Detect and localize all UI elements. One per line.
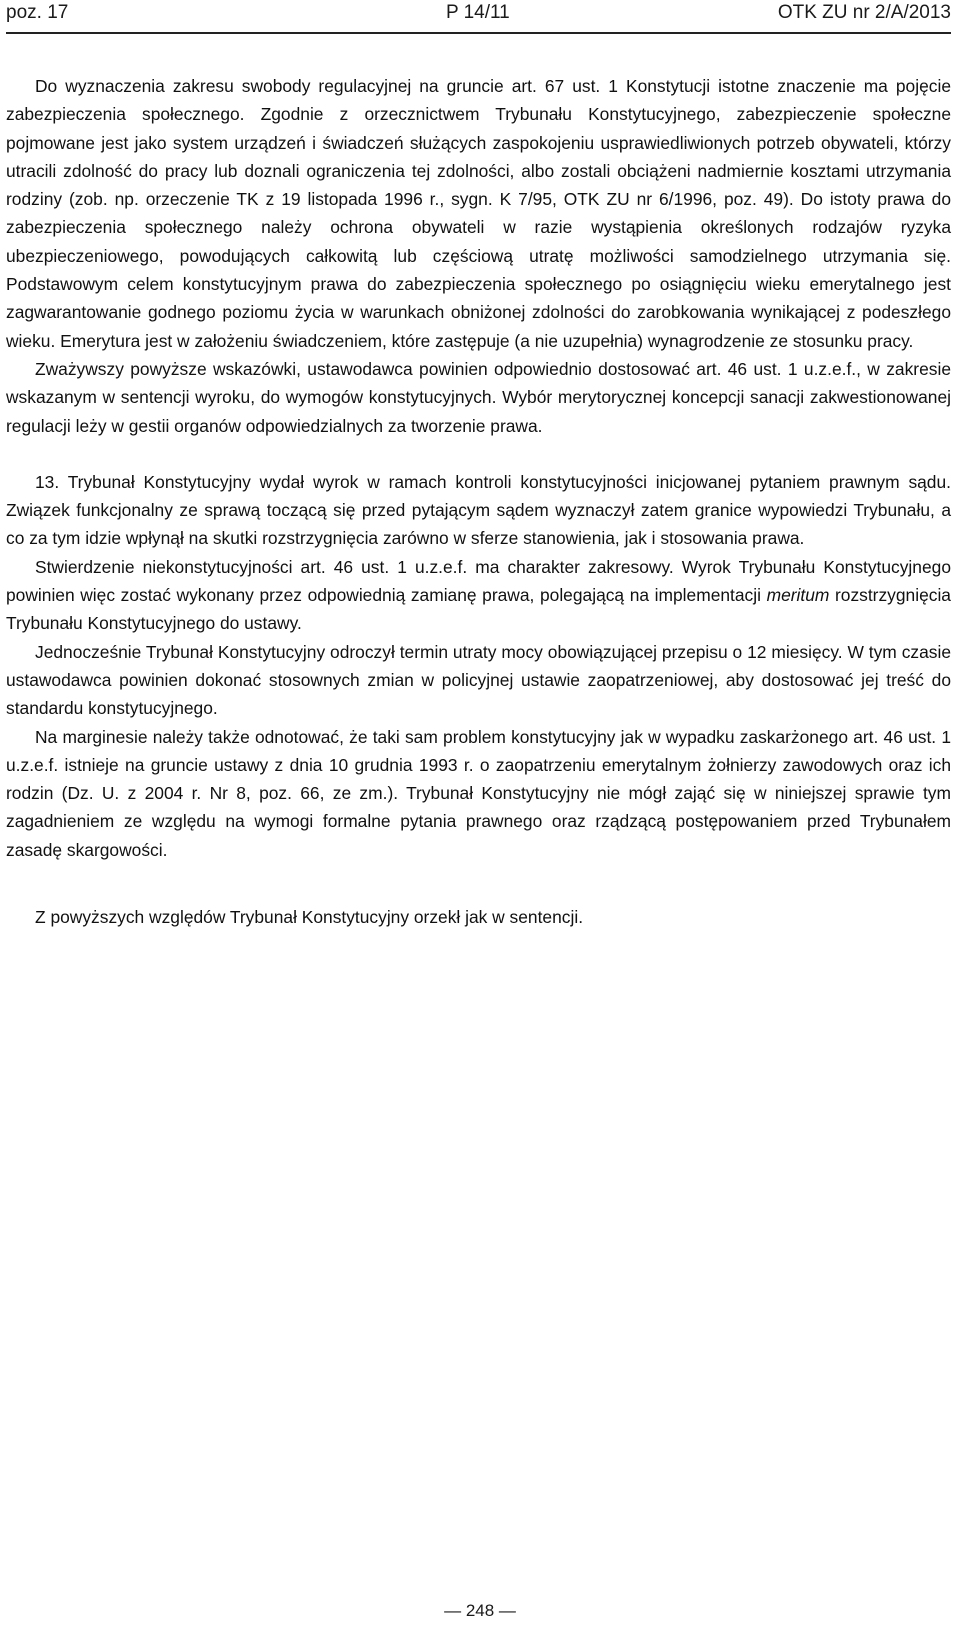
paragraph: Zważywszy powyższe wskazówki, ustawodawca powinien odpowiednio dostosować art. 46 ust. 1 u.z.e.f., w zakresie wskazanym w sentencji wyroku, do wymogów konstytucyjnych. Wybór merytorycznej koncepcji sanacji zakwestionowanej regulacji leży w gestii organów odpowiedzialnych za tworzenie prawa. (6, 358, 951, 436)
closing-paragraph: Z powyższych względów Trybunał Konstytucyjny orzekł jak w sentencji. (35, 907, 584, 928)
header-case-signature: P 14/11 (446, 2, 510, 23)
paragraph: Jednocześnie Trybunał Konstytucyjny odroczył termin utraty mocy obowiązującej przepisu o 12 miesięcy. W tym czasie ustawodawca powinien dokonać stosownych zmian w policyjnej ustawie zaopatrzeniowej, aby dostosować jej treść do standardu konstytucyjnego. (6, 641, 951, 719)
paragraph-text: rozstrzygnięcia Trybunału Konstytucyjnego do ustawy. (6, 585, 951, 634)
page-header (6, 0, 951, 34)
paragraph: Do wyznaczenia zakresu swobody regulacyjnej na gruncie art. 67 ust. 1 Konstytucji istotne znaczenie ma pojęcie zabezpieczenia społecznego. Zgodnie z orzecznictwem Trybunału Konstytucyjnego, zabezpieczenie społeczne pojmowane jest jako system urządzeń i świadczeń służących zaspokojeniu usprawiedliwionych potrzeb obywateli, którzy utracili zdolność do pracy lub doznali ograniczenia tej zdolności, albo zostali obciążeni nadmiernie kosztami utrzymania rodziny (zob. np. orzeczenie TK z 19 listopada 1996 r., sygn. K 7/95, OTK ZU nr 6/1996, poz. 49). Do istoty prawa do zabezpieczenia społecznego należy ochrona obywateli w razie wystąpienia określonych rodzajów ryzyka ubezpieczeniowego, powodujących całkowitą lub częściową utratę możliwości samodzielnego utrzymania się. Podstawowym celem konstytucyjnym prawa do zabezpieczenia społecznego po osiągnięciu wieku emerytalnego jest zagwarantowanie godnego poziomu życia w warunkach obniżonej zdolności do zarobkowania wynikającej z podeszłego wieku. Emerytura jest w założeniu świadczeniem, które zastępuje (a nie uzupełnia) wynagrodzenie ze stosunku pracy. (6, 76, 951, 351)
paragraph-section-13: 13. Trybunał Konstytucyjny wydał wyrok w ramach kontroli konstytucyjności inicjowanej pytaniem prawnym sądu. Związek funkcjonalny ze sprawą toczącą się przed pytającym sądem wyznaczył zatem granice wypowiedzi Trybunału, a co za tym idzie wpłynął na skutki rozstrzygnięcia zarówno w sferze stanowienia, jak i stosowania prawa. (6, 471, 951, 549)
header-position: poz. 17 (6, 2, 69, 23)
page-number: — 248 — (444, 1601, 516, 1620)
paragraph-text: Stwierdzenie niekonstytucyjności art. 46 ust. 1 u.z.e.f. ma charakter zakresowy. Wyrok Trybunału Konstytucyjnego powinien więc zostać wykonany przez odpowiednią zamianę prawa, polegającą na implementacji (6, 556, 951, 606)
paragraph: Na marginesie należy także odnotować, że taki sam problem konstytucyjny jak w wypadku zaskarżonego art. 46 ust. 1 u.z.e.f. istnieje na gruncie ustawy z dnia 10 grudnia 1993 r. o zaopatrzeniu emerytalnym żołnierzy zawodowych oraz ich rodzin (Dz. U. z 2004 r. Nr 8, poz. 66, ze zm.). Trybunał Konstytucyjny nie mógł zająć się w niniejszej sprawie tym zagadnieniem ze względu na wymogi formalne pytania prawnego oraz rządzącą postępowaniem przed Trybunałem zasadę skargowości. (6, 726, 951, 860)
italic-term: meritum (766, 585, 830, 606)
header-journal: OTK ZU nr 2/A/2013 (777, 2, 951, 23)
paragraph (6, 553, 951, 638)
document-body (6, 72, 951, 931)
